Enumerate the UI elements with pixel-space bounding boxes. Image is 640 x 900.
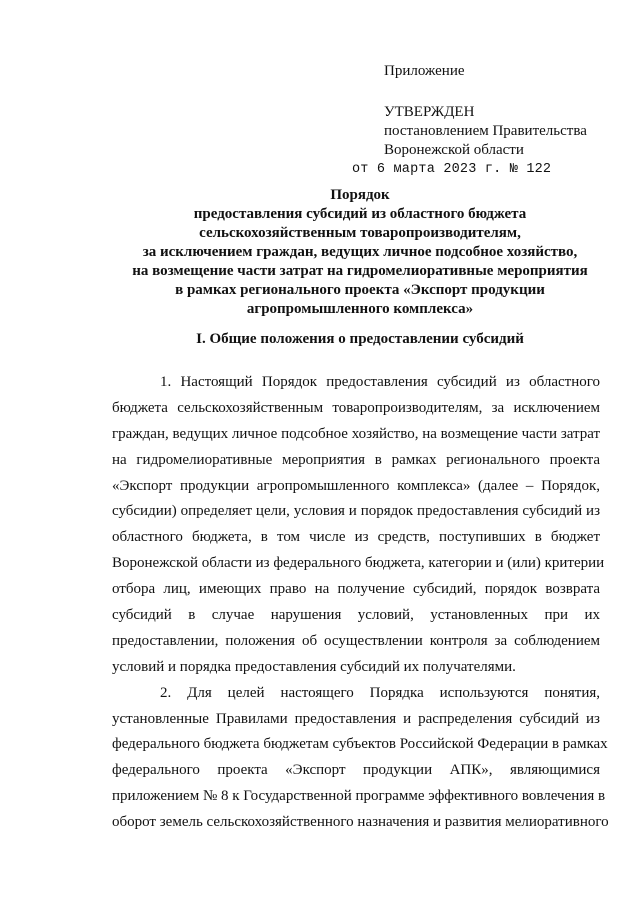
paragraph-line: «Экспорт продукции агропромышленного комплекса» (далее – Порядок, xyxy=(112,477,600,494)
paragraph-line: бюджета сельскохозяйственным товаропроизводителям, за исключением xyxy=(112,399,600,416)
section-heading: I. Общие положения о предоставлении субсидий xyxy=(196,331,524,347)
approval-header xyxy=(352,62,587,179)
title-line: агропромышленного комплекса» xyxy=(246,301,474,317)
paragraph-line: предоставлении, положения об осуществлении контроля за соблюдением xyxy=(112,632,600,649)
paragraph-line: Воронежской области из федерального бюджета, категории и (или) критерии xyxy=(112,555,605,572)
paragraph-line: установленные Правилами предоставления и распределения субсидий из xyxy=(112,710,600,727)
document-body xyxy=(112,370,609,836)
title-line: предоставления субсидий из областного бюджета xyxy=(193,206,527,222)
paragraph-line: приложением № 8 к Государственной программе эффективного вовлечения в xyxy=(112,788,606,805)
paragraph-line: 2. Для целей настоящего Порядка используются понятия, xyxy=(160,684,600,701)
paragraph-line: федерального бюджета бюджетам субъектов Российской Федерации в рамках xyxy=(112,736,608,753)
title-line: сельскохозяйственным товаропроизводителям, xyxy=(199,225,521,241)
paragraph-line: областного бюджета, в том числе из средств, поступивших в бюджет xyxy=(112,529,600,546)
paragraph-2 xyxy=(112,681,609,836)
paragraph-line: граждан, ведущих личное подсобное хозяйство, на возмещение части затрат xyxy=(112,425,601,442)
paragraph-line: на гидромелиоративные мероприятия в рамках регионального проекта xyxy=(112,451,600,468)
appendix-label: Приложение xyxy=(384,63,465,79)
paragraph-line: федерального проекта «Экспорт продукции АПК», являющимися xyxy=(112,762,600,779)
decree-date-number: от 6 марта 2023 г. № 122 xyxy=(352,162,552,177)
paragraph-1 xyxy=(112,370,605,681)
paragraph-line: отбора лиц, имеющих право на получение субсидий, порядок возврата xyxy=(112,581,600,598)
paragraph-line: 1. Настоящий Порядок предоставления субсидий из областного xyxy=(160,374,600,390)
title-line: Порядок xyxy=(330,187,390,203)
approved-by-line-2: Воронежской области xyxy=(384,142,524,158)
title-line: за исключением граждан, ведущих личное подсобное хозяйство, xyxy=(142,244,578,260)
approved-label: УТВЕРЖДЕН xyxy=(384,104,475,120)
document-title xyxy=(60,186,640,319)
paragraph-line: условий и порядка предоставления субсидий их получателями. xyxy=(112,658,516,675)
title-line: в рамках регионального проекта «Экспорт продукции xyxy=(175,282,545,298)
paragraph-line: субсидии) определяет цели, условия и порядок предоставления субсидий из xyxy=(112,503,600,520)
paragraph-line: оборот земель сельскохозяйственного назначения и развития мелиоративного xyxy=(112,814,609,831)
approved-by-line-1: постановлением Правительства xyxy=(384,123,587,139)
title-line: на возмещение части затрат на гидромелиоративные мероприятия xyxy=(132,263,588,279)
paragraph-line: субсидий в случае нарушения условий, установленных при их xyxy=(112,607,600,624)
